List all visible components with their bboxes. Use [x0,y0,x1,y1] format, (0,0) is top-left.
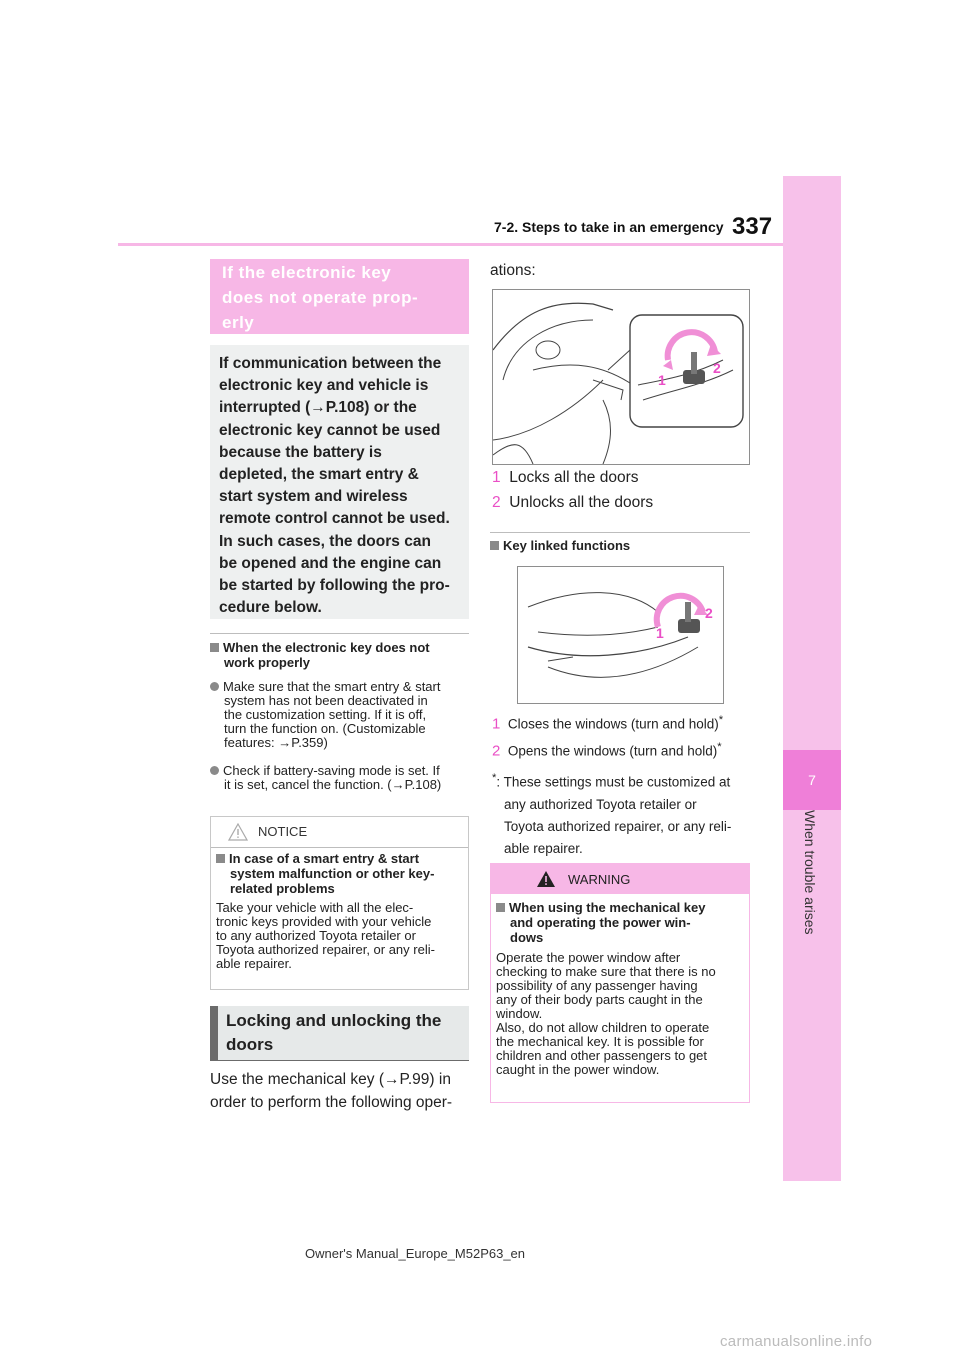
intro-box [210,345,469,619]
square-bullet-icon [216,854,225,863]
square-bullet-icon [490,541,499,550]
figure-callout: 1 [656,625,664,641]
intro-line: remote control cannot be used. [219,510,450,528]
notice-label: NOTICE [258,824,308,839]
bullet-icon [210,682,219,691]
step-close-windows: 1 Closes the windows (turn and hold)* [492,714,724,733]
caution-triangle-icon [228,823,248,841]
figure-callout: 1 [658,372,666,388]
heading-electronic-key [210,259,469,334]
chapter-title: When trouble arises [802,810,818,935]
step-open-windows: 2 Opens the windows (turn and hold)* [492,741,722,760]
divider [211,847,468,848]
car-door-illustration [493,290,749,464]
step-lock: 1 Locks all the doors [492,469,639,486]
page-number: 337 [732,213,773,240]
notice-subhead: In case of a smart entry & start system malfunction or other key- related problems [216,851,466,896]
notice-box [210,816,469,990]
intro-line: start system and wireless [219,488,408,506]
intro-line: be opened and the engine can [219,554,442,572]
warning-body: Operate the power window after checking to make sure that there is no possibility of any passenger having any of their body parts caught in the window. Also, do not allow children to operate the mechanical key. It is possible for children and other passengers to get caught in the power window. [496,950,716,1077]
manual-footer: Owner's Manual_Europe_M52P63_en [305,1246,526,1261]
figure-callout: 2 [705,605,713,621]
warning-box [490,863,750,1103]
intro-line: because the battery is [219,443,382,461]
intro-line: depleted, the smart entry & [219,466,419,484]
bullet-battery-saving: Check if battery-saving mode is set. If it is set, cancel the function. (→P.108) [210,764,469,792]
intro-line: In such cases, the doors can [219,532,431,550]
intro-line: cedure below. [219,599,322,617]
bullet-smart-entry: Make sure that the smart entry & start system has not been deactivated in the customization setting. If it is off, turn the function on. (Customizable features: →P.359) [210,680,469,750]
warning-label: WARNING [568,872,631,887]
subhead-key-linked: Key linked functions [490,538,630,553]
step-unlock: 2 Unlocks all the doors [492,494,654,511]
heading-line: does not operate prop- [222,288,419,307]
intro-line: be started by following the pro- [219,577,450,595]
warning-subhead: When using the mechanical key and operating the power win- dows [496,900,746,945]
key-linked-figure [517,566,724,704]
divider [210,1060,469,1061]
subhead-key-not-working: When the electronic key does not work properly [210,640,469,670]
footnote: *: These settings must be customized at any authorized Toyota retailer or Toyota authorized repairer, or any reli- able repairer. [492,772,732,856]
warning-header [491,864,749,894]
divider [210,633,469,634]
section-title: 7-2. Steps to take in an emergency [494,219,724,235]
locking-body: Use the mechanical key (→P.99) in order to perform the following oper- [210,1071,453,1111]
heading-line: If the electronic key [222,263,392,282]
continuation-text: ations: [490,262,536,279]
divider [490,532,750,533]
intro-line: interrupted (→P.108) or the [219,399,417,417]
warning-triangle-icon [536,870,556,888]
intro-line: electronic key and vehicle is [219,377,429,395]
notice-header [211,817,468,847]
door-handle-illustration [518,567,723,703]
square-bullet-icon [496,903,505,912]
figure-callout: 2 [713,360,721,376]
intro-line: If communication between the [219,355,442,372]
door-handle-figure [492,289,750,465]
watermark: carmanualsonline.info [720,1333,873,1350]
heading-line: erly [222,313,255,332]
heading-locking-unlocking: Locking and unlocking the doors [210,1006,469,1060]
bullet-icon [210,766,219,775]
chapter-side-tab [783,176,841,1181]
chapter-number: 7 [783,750,841,810]
header-rule [118,243,783,246]
intro-line: electronic key cannot be used [219,421,441,439]
notice-body: Take your vehicle with all the elec- tronic keys provided with your vehicle to any authorized Toyota retailer or Toyota authorized repairer, or any reli- able repairer. [216,900,435,971]
square-bullet-icon [210,643,219,652]
